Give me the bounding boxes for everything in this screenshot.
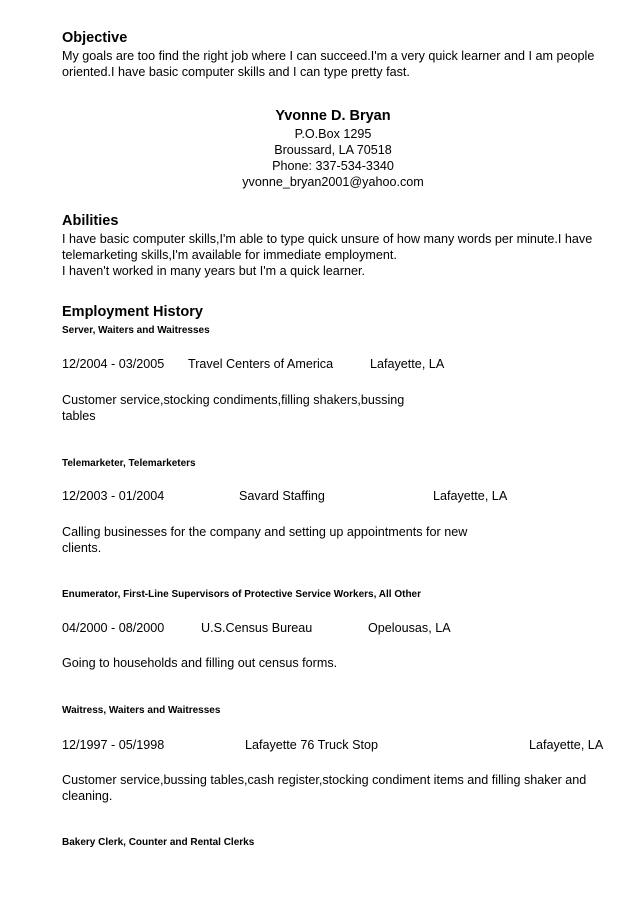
address-line-2: Broussard, LA 70518 — [274, 143, 392, 157]
job-details-row — [0, 620, 638, 636]
job-employer: Travel Centers of America — [188, 357, 334, 371]
job-dates: 12/2003 - 01/2004 — [62, 489, 165, 503]
job-description — [62, 392, 404, 424]
contact-block — [0, 106, 638, 190]
job-description-line: cleaning. — [62, 789, 113, 803]
job-employer: U.S.Census Bureau — [201, 621, 313, 635]
address-line-1: P.O.Box 1295 — [294, 127, 372, 141]
objective-heading: Objective — [62, 30, 128, 46]
job-employer: Savard Staffing — [239, 489, 325, 503]
job-details-row — [0, 356, 638, 372]
job-dates: 12/2004 - 03/2005 — [62, 357, 165, 371]
job-dates: 12/1997 - 05/1998 — [62, 738, 165, 752]
job-description — [62, 772, 586, 804]
job-location: Lafayette, LA — [370, 357, 445, 371]
job-details-row — [0, 488, 638, 504]
abilities-line: I have basic computer skills,I'm able to type quick unsure of how many words per minute.I have — [62, 232, 593, 246]
objective-line: My goals are too find the right job where I can succeed.I'm a very quick learner and I am people — [62, 49, 595, 63]
objective-text — [62, 48, 610, 80]
job-location: Lafayette, LA — [433, 489, 508, 503]
job-dates: 04/2000 - 08/2000 — [62, 621, 165, 635]
job-employer: Lafayette 76 Truck Stop — [245, 738, 379, 752]
applicant-name: Yvonne D. Bryan — [275, 108, 391, 124]
email-address: yvonne_bryan2001@yahoo.com — [242, 175, 424, 189]
abilities-line: I haven't worked in many years but I'm a quick learner. — [62, 264, 366, 278]
job-location: Opelousas, LA — [368, 621, 451, 635]
job-title: Server, Waiters and Waitresses — [62, 325, 210, 336]
abilities-line: telemarketing skills,I'm available for immediate employment. — [62, 248, 397, 262]
job-title: Enumerator, First-Line Supervisors of Protective Service Workers, All Other — [62, 589, 422, 600]
job-title: Waitress, Waiters and Waitresses — [62, 705, 221, 716]
job-description-line: Customer service,stocking condiments,filling shakers,bussing — [62, 393, 405, 407]
job-description-line: tables — [62, 409, 96, 423]
job-description-line: Customer service,bussing tables,cash register,stocking condiment items and filling shaker and — [62, 773, 587, 787]
job-title: Telemarketer, Telemarketers — [62, 458, 196, 469]
job-description — [62, 524, 467, 556]
job-description-line: Calling businesses for the company and setting up appointments for new — [62, 525, 468, 539]
phone-number: Phone: 337-534-3340 — [272, 159, 394, 173]
objective-line: oriented.I have basic computer skills and I can type pretty fast. — [62, 65, 410, 79]
job-details-row — [0, 737, 638, 753]
job-description-line: Going to households and filling out census forms. — [62, 656, 338, 670]
job-location: Lafayette, LA — [529, 738, 604, 752]
abilities-heading: Abilities — [62, 213, 119, 229]
job-description — [62, 655, 337, 671]
job-description-line: clients. — [62, 541, 102, 555]
employment-heading: Employment History — [62, 304, 203, 320]
abilities-text — [62, 231, 610, 279]
job-title: Bakery Clerk, Counter and Rental Clerks — [62, 837, 255, 848]
